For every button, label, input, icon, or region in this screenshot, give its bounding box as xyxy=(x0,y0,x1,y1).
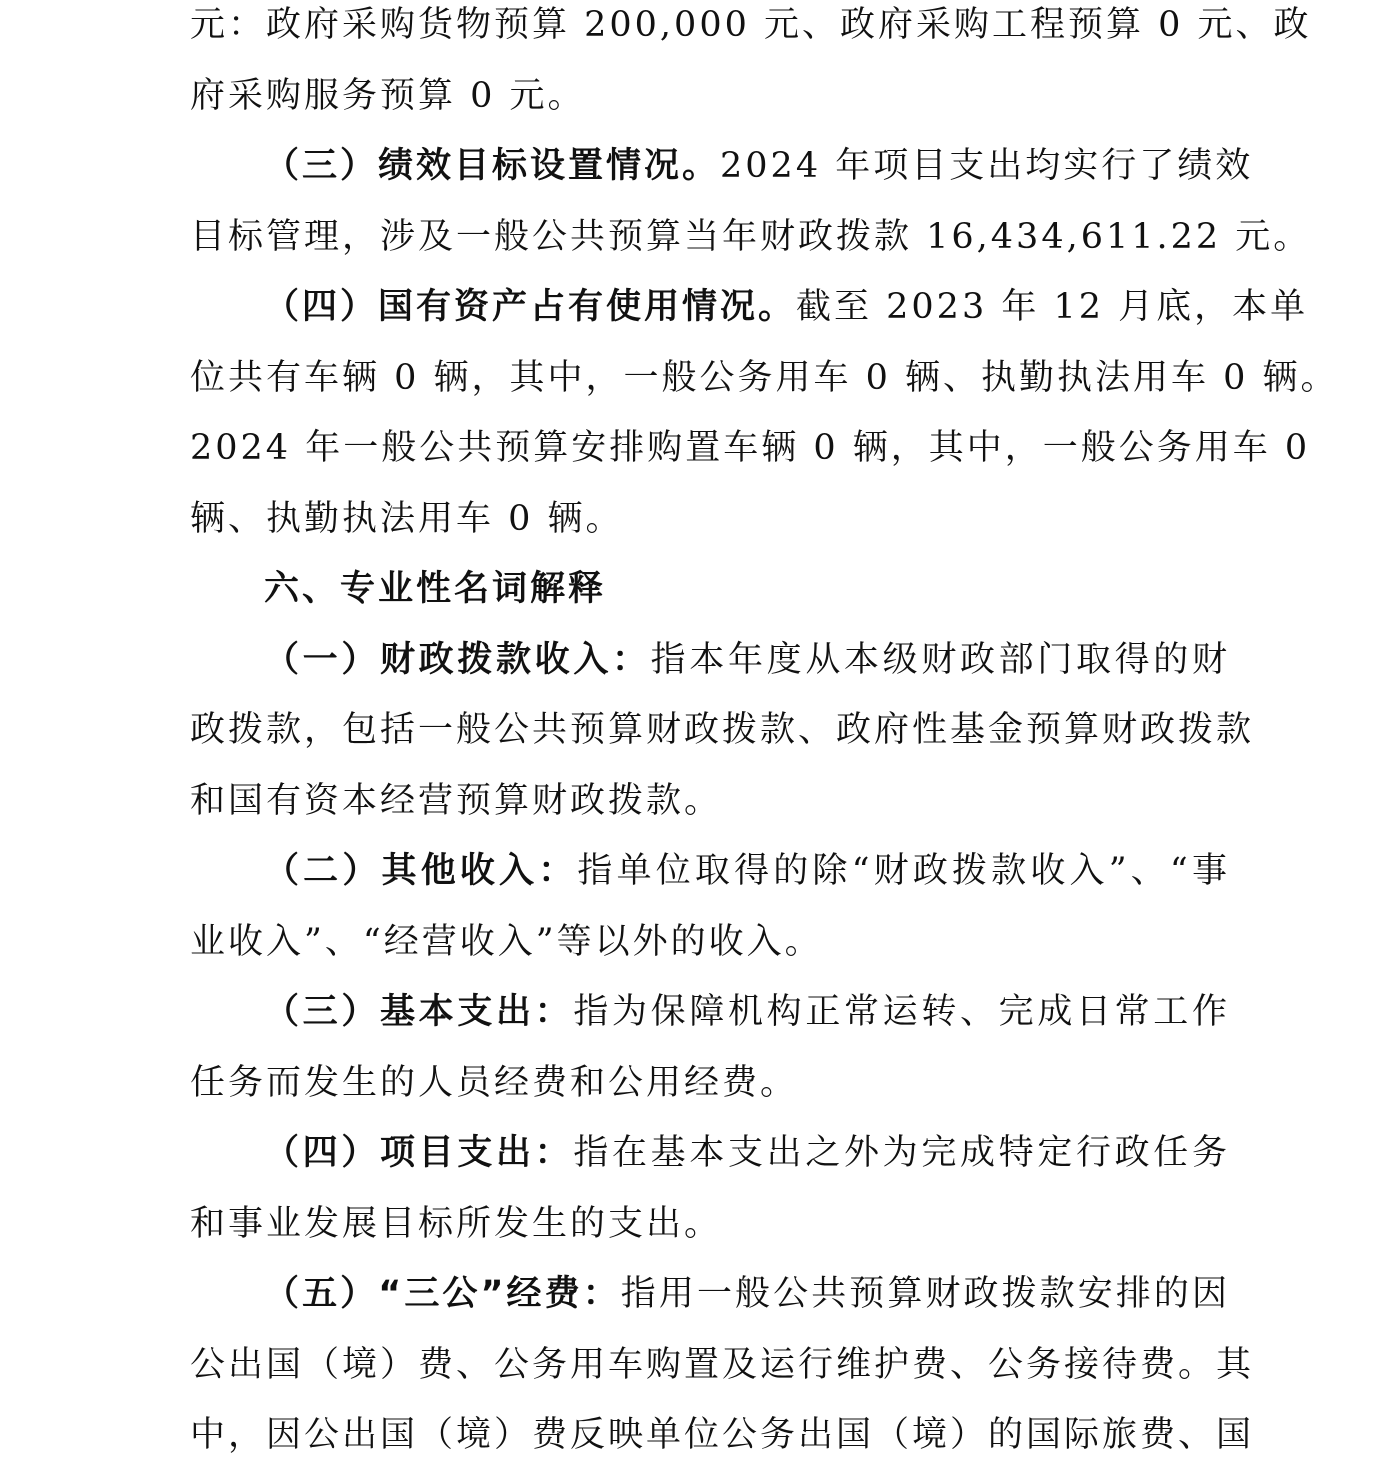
body-text-line: 和国有资本经营预算财政拨款。 xyxy=(190,781,723,821)
term-project-expenditure xyxy=(264,1130,1230,1176)
paragraph-state-assets xyxy=(264,284,1309,330)
term-label: （一）财政拨款收入： xyxy=(264,640,651,680)
body-text-line: 府采购服务预算 0 元。 xyxy=(190,76,586,116)
body-text-line: 公出国（境）费、公务用车购置及运行维护费、公务接待费。其 xyxy=(190,1345,1255,1385)
term-label: （三）基本支出： xyxy=(264,992,574,1032)
term-definition: 指用一般公共预算财政拨款安排的因 xyxy=(620,1274,1230,1314)
term-label: （二）其他收入： xyxy=(264,851,578,891)
term-label: （五）“三公”经费： xyxy=(264,1274,621,1314)
term-other-income xyxy=(264,848,1230,894)
body-text-line: 辆、执勤执法用车 0 辆。 xyxy=(190,499,624,539)
body-text: 截至 2023 年 12 月底，本单 xyxy=(796,287,1309,327)
body-text-line: 业收入”、“经营收入”等以外的收入。 xyxy=(190,922,823,962)
body-text-line: 任务而发生的人员经费和公用经费。 xyxy=(190,1063,799,1103)
term-basic-expenditure xyxy=(264,989,1230,1035)
body-text-line: 2024 年一般公共预算安排购置车辆 0 辆，其中，一般公务用车 0 xyxy=(190,428,1311,468)
section-heading: 六、专业性名词解释 xyxy=(264,569,607,609)
subheading: （四）国有资产占有使用情况。 xyxy=(264,287,797,327)
term-label: （四）项目支出： xyxy=(264,1133,574,1173)
term-definition: 指单位取得的除“财政拨款收入”、“事 xyxy=(577,851,1230,891)
body-text-line: 位共有车辆 0 辆，其中，一般公务用车 0 辆、执勤执法用车 0 辆。 xyxy=(190,358,1339,398)
subheading: （三）绩效目标设置情况。 xyxy=(264,146,721,186)
body-text-line: 政拨款，包括一般公共预算财政拨款、政府性基金预算财政拨款 xyxy=(190,710,1255,750)
term-fiscal-appropriation xyxy=(264,637,1230,683)
term-definition: 指为保障机构正常运转、完成日常工作 xyxy=(573,992,1230,1032)
body-text-line: 目标管理，涉及一般公共预算当年财政拨款 16,434,611.22 元。 xyxy=(190,217,1312,257)
term-definition: 指本年度从本级财政部门取得的财 xyxy=(650,640,1230,680)
body-text: 2024 年项目支出均实行了绩效 xyxy=(720,146,1254,186)
term-three-public-expenses xyxy=(264,1271,1230,1317)
body-text-line: 元：政府采购货物预算 200,000 元、政府采购工程预算 0 元、政 xyxy=(190,5,1312,45)
paragraph-performance-targets xyxy=(264,143,1254,189)
body-text-line: 中，因公出国（境）费反映单位公务出国（境）的国际旅费、国 xyxy=(190,1415,1255,1455)
term-definition: 指在基本支出之外为完成特定行政任务 xyxy=(573,1133,1230,1173)
body-text-line: 和事业发展目标所发生的支出。 xyxy=(190,1204,723,1244)
